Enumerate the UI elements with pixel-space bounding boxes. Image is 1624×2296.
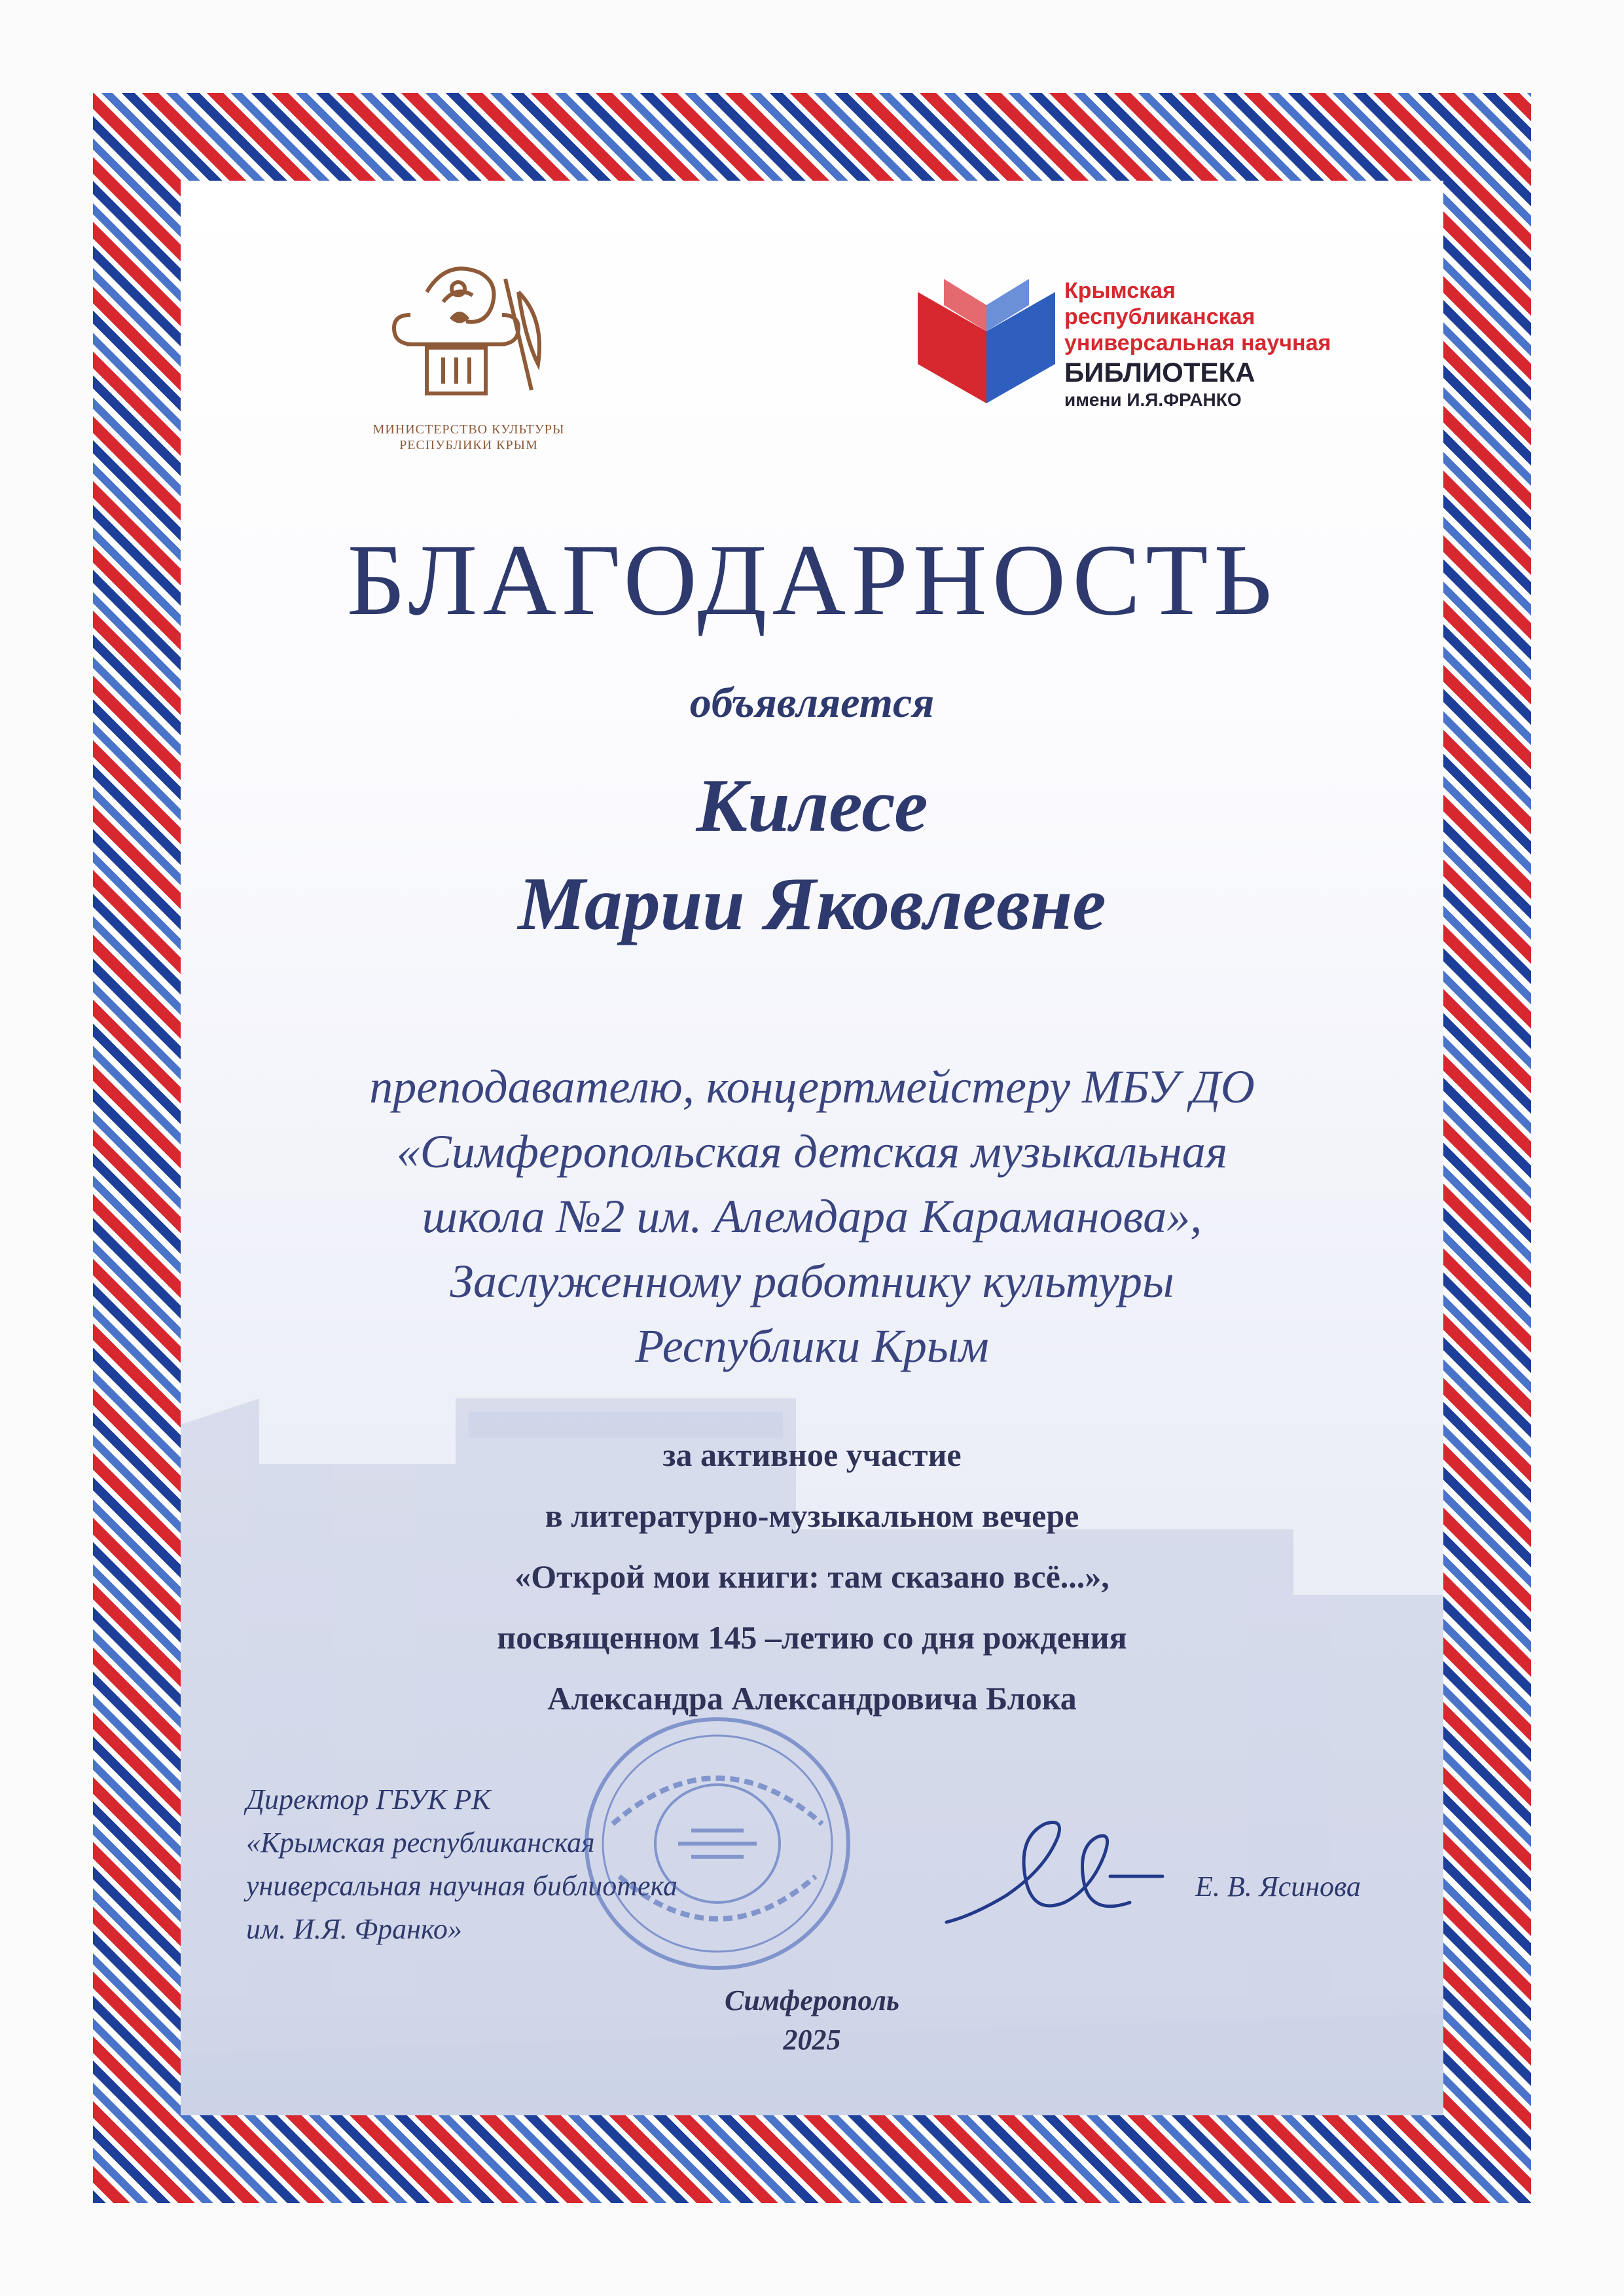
reason-line: за активное участие bbox=[662, 1436, 962, 1473]
library-name-line4: имени И.Я.ФРАНКО bbox=[1064, 390, 1242, 410]
position-line: Заслуженному работнику культуры bbox=[450, 1255, 1174, 1307]
city-year bbox=[181, 1981, 1443, 2060]
city: Симферополь bbox=[724, 1984, 900, 2016]
recipient-given-names: Марии Яковлевне bbox=[518, 862, 1106, 946]
certificate-panel bbox=[181, 181, 1443, 2115]
reason-line: Александра Александровича Блока bbox=[547, 1680, 1077, 1717]
year: 2025 bbox=[783, 2024, 841, 2056]
announced-text: объявляется bbox=[689, 679, 935, 727]
signature-name: Е. В. Ясинова bbox=[1195, 1870, 1361, 1903]
reason-line: посвященном 145 –летию со дня рождения bbox=[497, 1619, 1127, 1656]
library-name-line3: БИБЛИОТЕКА bbox=[1064, 357, 1255, 388]
ministry-caption bbox=[351, 422, 586, 453]
certificate-title: БЛАГОДАРНОСТЬ bbox=[346, 523, 1278, 636]
position-line: Республики Крым bbox=[635, 1320, 989, 1372]
official-stamp bbox=[573, 1706, 861, 1981]
signer-line: Директор ГБУК РК bbox=[246, 1783, 491, 1815]
ministry-caption-line1: МИНИСТЕРСТВО КУЛЬТУРЫ bbox=[372, 422, 565, 437]
recipient-name bbox=[181, 757, 1443, 953]
position-line: школа №2 им. Алемдара Караманова», bbox=[422, 1190, 1202, 1243]
library-name-line1: Крымская республиканская bbox=[1064, 278, 1255, 329]
signer-line: «Крымская республиканская bbox=[246, 1827, 595, 1859]
ministry-of-culture-emblem-icon bbox=[381, 253, 558, 416]
signer-line: им. И.Я. Франко» bbox=[246, 1913, 462, 1945]
award-reason bbox=[181, 1425, 1443, 1729]
library-name bbox=[1064, 278, 1339, 411]
position-line: преподавателю, концертмейстеру МБУ ДО bbox=[369, 1061, 1255, 1113]
ministry-caption-line2: РЕСПУБЛИКИ КРЫМ bbox=[399, 438, 538, 452]
open-book-library-icon bbox=[918, 279, 1055, 403]
recipient-position bbox=[181, 1055, 1443, 1379]
library-name-line2: универсальная научная bbox=[1064, 331, 1331, 355]
signer-line: универсальная научная библиотека bbox=[246, 1870, 678, 1902]
recipient-surname: Килесе bbox=[696, 764, 928, 848]
reason-line: «Открой мои книги: там сказано всё...», bbox=[514, 1558, 1110, 1595]
position-line: «Симферопольская детская музыкальная bbox=[396, 1125, 1228, 1178]
reason-line: в литературно-музыкальном вечере bbox=[545, 1497, 1079, 1534]
